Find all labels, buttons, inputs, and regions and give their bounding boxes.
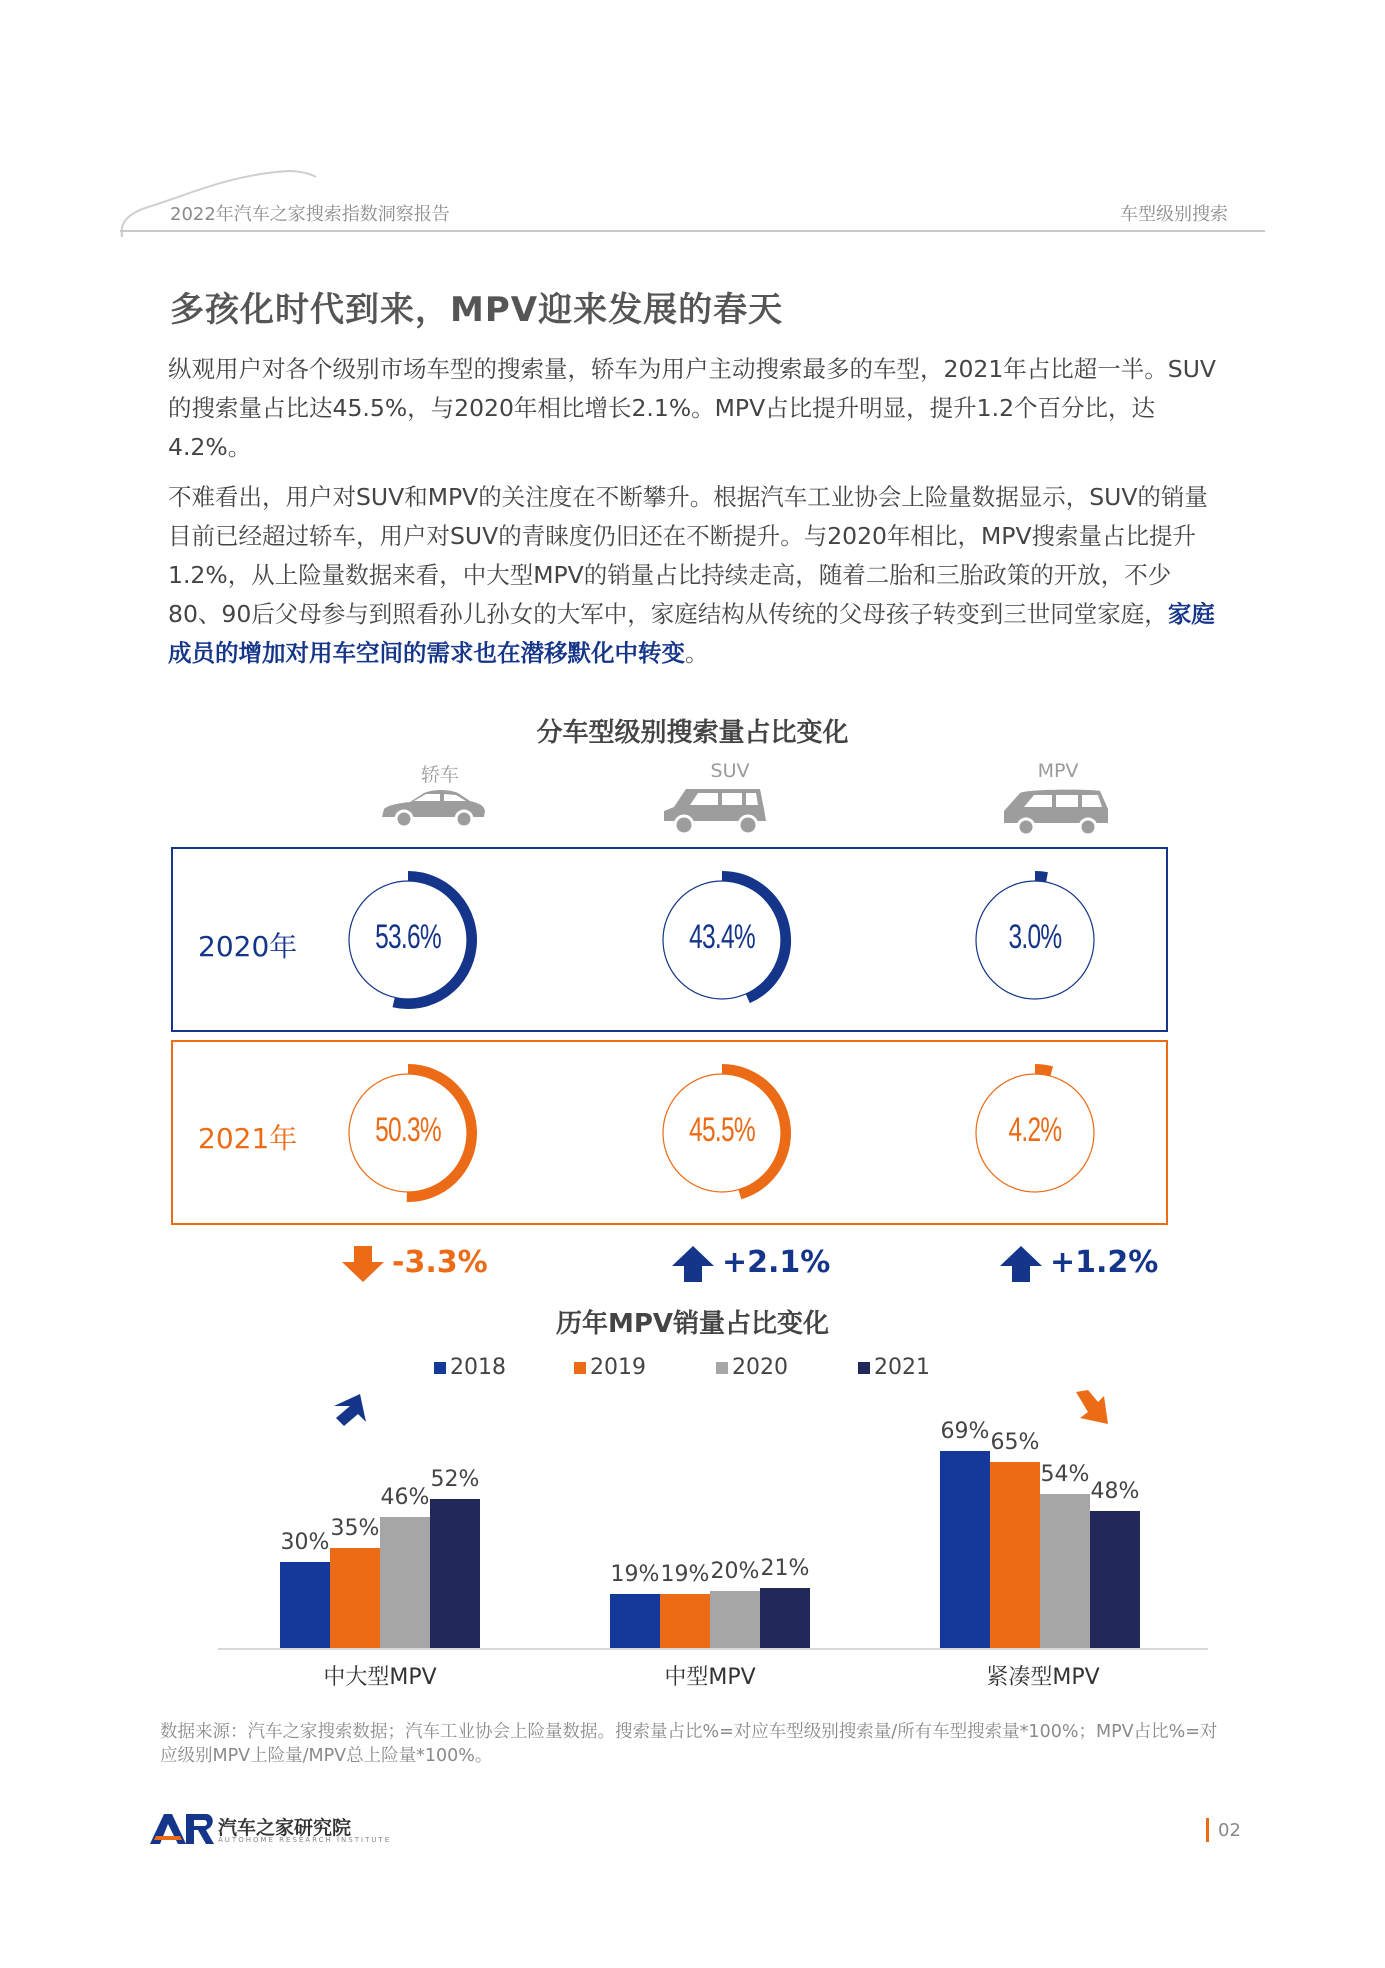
trend-down-arrow-icon [1072, 1388, 1112, 1428]
bar-2019-2 [990, 1462, 1040, 1648]
delta-suv [672, 1245, 830, 1282]
bar-label-2021-0: 52% [430, 1467, 480, 1493]
bar-label-2018-2: 69% [940, 1418, 990, 1444]
donut-value-suv-2020: 43.4% [689, 918, 755, 956]
vehicle-label-sedan: 轿车 [420, 764, 459, 786]
year-2020-label: 2020年 [198, 930, 298, 963]
donut-arc [1035, 1069, 1052, 1071]
bar-2021-1 [760, 1588, 810, 1648]
bar-2021-2 [1090, 1511, 1140, 1648]
bar-label-2018-1: 19% [610, 1561, 660, 1587]
mpv-icon [1000, 785, 1112, 840]
vehicle-label-mpv: MPV [1037, 760, 1079, 782]
donut-value-mpv-2020: 3.0% [1008, 918, 1062, 956]
legend-label: 2018 [450, 1355, 506, 1380]
bar-label-2020-2: 54% [1040, 1461, 1090, 1487]
page-number-bar [1206, 1818, 1209, 1842]
arrow-down-icon [342, 1246, 384, 1282]
bar-2019-0 [330, 1548, 380, 1648]
paragraph-2-text: 不难看出，用户对SUV和MPV的关注度在不断攀升。根据汽车工业协会上险量数据显示，SUV的销量目前已经超过轿车，用户对SUV的青睐度仍旧还在不断提升。与2020年相比，MPV搜索量占比提升1.2%，从上险量数据来看，中大型MPV的销量占比持续走高，随着二胎和三胎政策的开放，不少80、90后父母参与到照看孙儿孙女的大军中，家庭结构从传统的父母孩子转变到三世同堂家庭， [168, 483, 1208, 628]
bar-label-2021-1: 21% [760, 1556, 810, 1581]
sedan-icon [378, 785, 488, 830]
bar-label-2019-2: 65% [990, 1430, 1040, 1456]
delta-mpv-value: +1.2% [1050, 1245, 1159, 1280]
bar-2018-0 [280, 1562, 330, 1648]
bar-2020-2 [1040, 1494, 1090, 1648]
category-large-mpv: 中大型MPV [323, 1665, 437, 1690]
legend-item-2018 [434, 1355, 506, 1380]
bar-2019-1 [660, 1594, 710, 1648]
donut-value-sedan-2021: 50.3% [375, 1111, 441, 1149]
source-note: 数据来源：汽车之家搜索数据；汽车工业协会上险量数据。搜索量占比%=对应车型级别搜索量/所有车型搜索量*100%；MPV占比%=对应级别MPV上险量/MPV总上险量*100%。 [160, 1722, 1218, 1766]
bar-2018-2 [940, 1451, 990, 1648]
paragraph-2-highlight: 家庭成员的增加对用车空间的需求也在潜移默化中转变 [168, 600, 1215, 667]
legend-swatch [858, 1362, 870, 1374]
legend-swatch [434, 1362, 446, 1374]
legend-item-2021 [858, 1355, 930, 1380]
legend-label: 2021 [874, 1355, 930, 1380]
bar-label-2019-1: 19% [660, 1561, 710, 1587]
category-mid-mpv: 中型MPV [664, 1665, 756, 1690]
bar-2020-0 [380, 1517, 430, 1648]
category-compact-mpv: 紧凑型MPV [986, 1665, 1100, 1690]
legend-label: 2020 [732, 1355, 788, 1380]
bar-2021-0 [430, 1499, 480, 1648]
arrow-up-icon [1000, 1246, 1042, 1282]
header-divider [120, 230, 1265, 232]
arrow-up-icon [672, 1246, 714, 1282]
paragraph-2 [168, 478, 1223, 673]
legend-swatch [574, 1362, 586, 1374]
search-chart-title: 分车型级别搜索量占比变化 [536, 718, 849, 748]
legend-item-2019 [574, 1355, 646, 1380]
donut-value-mpv-2021: 4.2% [1008, 1111, 1062, 1149]
bar-label-2021-2: 48% [1090, 1478, 1140, 1504]
donut-value-suv-2021: 45.5% [689, 1111, 755, 1149]
report-title: 2022年汽车之家搜索指数洞察报告 [170, 204, 450, 225]
trend-up-arrow-icon [330, 1390, 370, 1430]
bar-label-2020-1: 20% [710, 1558, 760, 1584]
org-name: 汽车之家研究院 [218, 1817, 352, 1839]
donut-arc [1035, 876, 1047, 877]
year-2021-label: 2021年 [198, 1122, 298, 1155]
legend-item-2020 [716, 1355, 788, 1380]
bar-2020-1 [710, 1591, 760, 1648]
delta-suv-value: +2.1% [722, 1245, 831, 1280]
legend-swatch [716, 1362, 728, 1374]
section-label: 车型级别搜索 [1120, 204, 1228, 225]
delta-mpv [1000, 1245, 1158, 1282]
bar-chart-axis [218, 1648, 1208, 1650]
paragraph-1: 纵观用户对各个级别市场车型的搜索量，轿车为用户主动搜索最多的车型，2021年占比超一半。SUV的搜索量占比达45.5%，与2020年相比增长2.1%。MPV占比提升明显，提升1.2个百分比，达4.2%。 [168, 355, 1216, 461]
delta-sedan-value: -3.3% [392, 1245, 488, 1280]
autohome-logo-icon [150, 1810, 216, 1846]
donut-value-sedan-2020: 53.6% [375, 918, 441, 956]
suv-icon [660, 785, 770, 840]
vehicle-label-suv: SUV [710, 760, 750, 782]
mpv-chart-title: 历年MPV销量占比变化 [555, 1309, 830, 1339]
delta-sedan [342, 1245, 488, 1282]
paragraph-2-end: 。 [685, 639, 709, 667]
legend-label: 2019 [590, 1355, 646, 1380]
page-title: 多孩化时代到来，MPV迎来发展的春天 [170, 290, 784, 330]
page-number: 02 [1218, 1820, 1241, 1841]
org-name-en: AUTOHOME RESEARCH INSTITUTE [218, 1836, 392, 1844]
bar-2018-1 [610, 1594, 660, 1648]
bar-label-2018-0: 30% [280, 1530, 330, 1556]
bar-label-2020-0: 46% [380, 1484, 430, 1510]
bar-label-2019-0: 35% [330, 1516, 380, 1541]
